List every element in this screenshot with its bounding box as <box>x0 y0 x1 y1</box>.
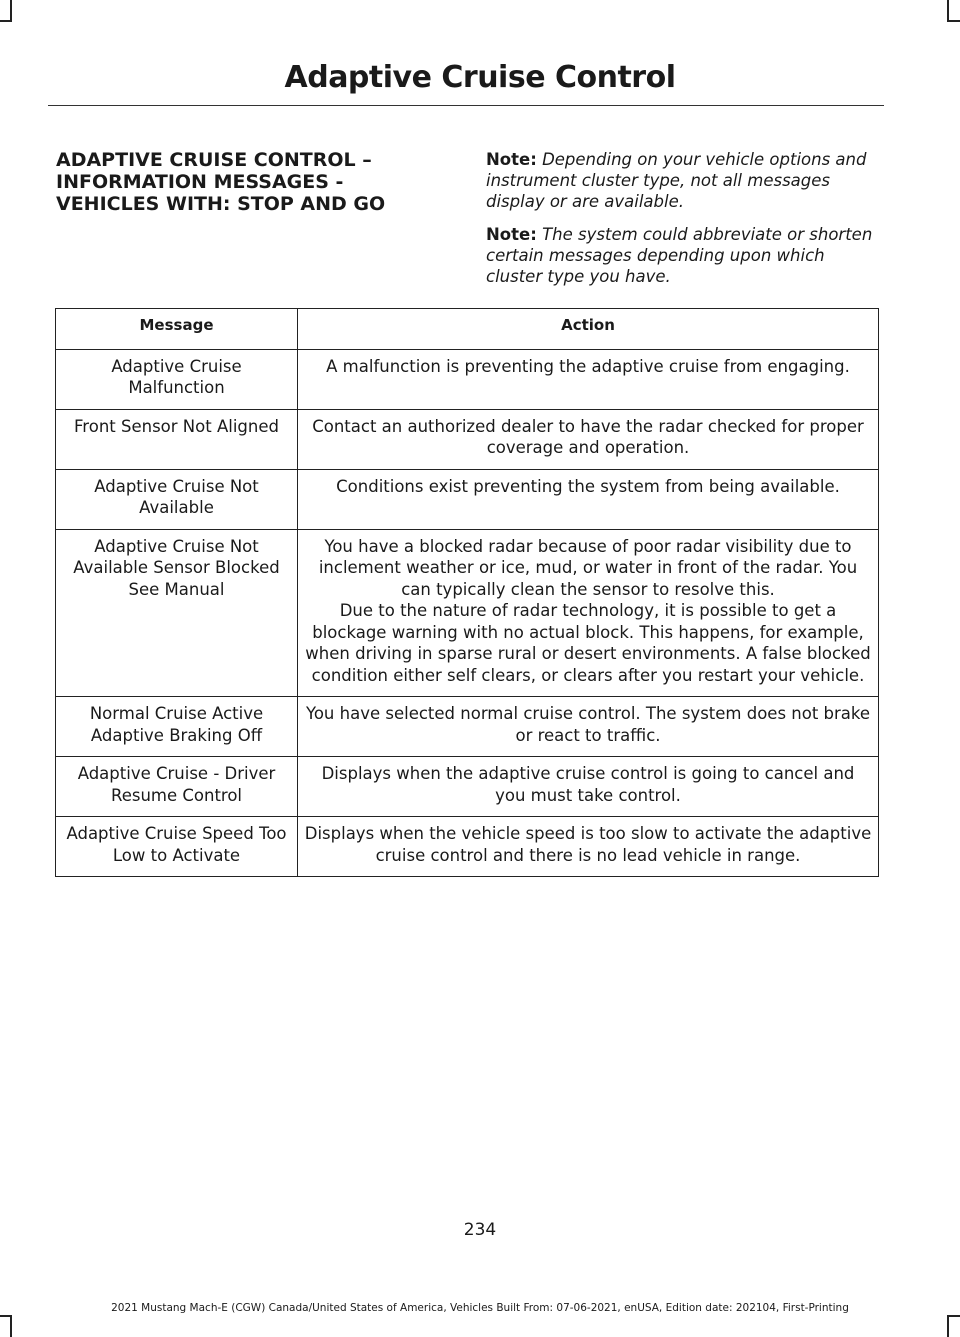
crop-mark <box>947 1315 949 1337</box>
table-header-row <box>56 309 879 350</box>
message-cell: Adaptive Cruise Speed Too Low to Activate <box>56 817 298 877</box>
action-cell <box>298 697 879 757</box>
crop-mark <box>947 1315 960 1317</box>
table-row <box>56 817 879 877</box>
section-heading: ADAPTIVE CRUISE CONTROL – INFORMATION MESSAGES - VEHICLES WITH: STOP AND GO <box>56 149 386 215</box>
action-text: Displays when the vehicle speed is too slow to activate the adaptive cruise control and there is no lead vehicle in range. <box>304 824 872 865</box>
action-cell <box>298 349 879 409</box>
note-label: Note: <box>486 150 537 169</box>
message-cell: Adaptive Cruise Not Available Sensor Blocked See Manual <box>56 529 298 697</box>
note <box>486 224 878 287</box>
table-row <box>56 757 879 817</box>
note-label: Note: <box>486 225 537 244</box>
action-cell <box>298 469 879 529</box>
action-cell <box>298 529 879 697</box>
message-cell: Adaptive Cruise Malfunction <box>56 349 298 409</box>
message-cell: Adaptive Cruise Not Available <box>56 469 298 529</box>
action-text: Conditions exist preventing the system from being available. <box>336 476 840 496</box>
crop-mark <box>0 1315 12 1317</box>
table-row <box>56 409 879 469</box>
table-row <box>56 529 879 697</box>
footer-text: 2021 Mustang Mach-E (CGW) Canada/United States of America, Vehicles Built From: 07-06-2021, enUSA, Edition date: 202104, First-Printing <box>111 1302 849 1314</box>
action-text: You have a blocked radar because of poor radar visibility due to inclement weather or ice, mud, or water in front of the radar. You can typically clean the sensor to resolve this. <box>318 536 858 599</box>
action-text: Contact an authorized dealer to have the radar checked for proper coverage and operation. <box>312 416 864 457</box>
crop-mark <box>947 20 960 22</box>
table-row <box>56 469 879 529</box>
header-action: Action <box>298 309 879 350</box>
message-cell: Adaptive Cruise - Driver Resume Control <box>56 757 298 817</box>
action-text: You have selected normal cruise control. The system does not brake or react to traffic. <box>305 704 871 745</box>
crop-mark <box>10 0 12 22</box>
message-cell: Front Sensor Not Aligned <box>56 409 298 469</box>
message-cell: Normal Cruise Active Adaptive Braking Off <box>56 697 298 757</box>
page-number: 234 <box>463 1220 497 1240</box>
action-cell <box>298 757 879 817</box>
crop-mark <box>0 20 12 22</box>
action-text: Displays when the adaptive cruise control is going to cancel and you must take control. <box>321 764 855 805</box>
table-row <box>56 349 879 409</box>
table-row <box>56 697 879 757</box>
note-text: The system could abbreviate or shorten certain messages depending upon which cluster type you have. <box>486 225 873 286</box>
messages-table <box>55 308 879 877</box>
crop-mark <box>10 1315 12 1337</box>
action-cell <box>298 409 879 469</box>
note <box>486 149 878 212</box>
header-message: Message <box>56 309 298 350</box>
title-divider <box>48 105 884 106</box>
note-text: Depending on your vehicle options and instrument cluster type, not all messages display or are available. <box>486 150 867 211</box>
notes <box>486 149 878 299</box>
action-text: A malfunction is preventing the adaptive cruise from engaging. <box>326 356 850 376</box>
action-text: Due to the nature of radar technology, it is possible to get a blockage warning with no actual block. This happens, for example, when driving in sparse rural or desert environments. A false blocked condition either self clears, or clears after you restart your vehicle. <box>305 601 871 685</box>
action-cell <box>298 817 879 877</box>
crop-mark <box>947 0 949 22</box>
page-title: Adaptive Cruise Control <box>284 60 676 95</box>
